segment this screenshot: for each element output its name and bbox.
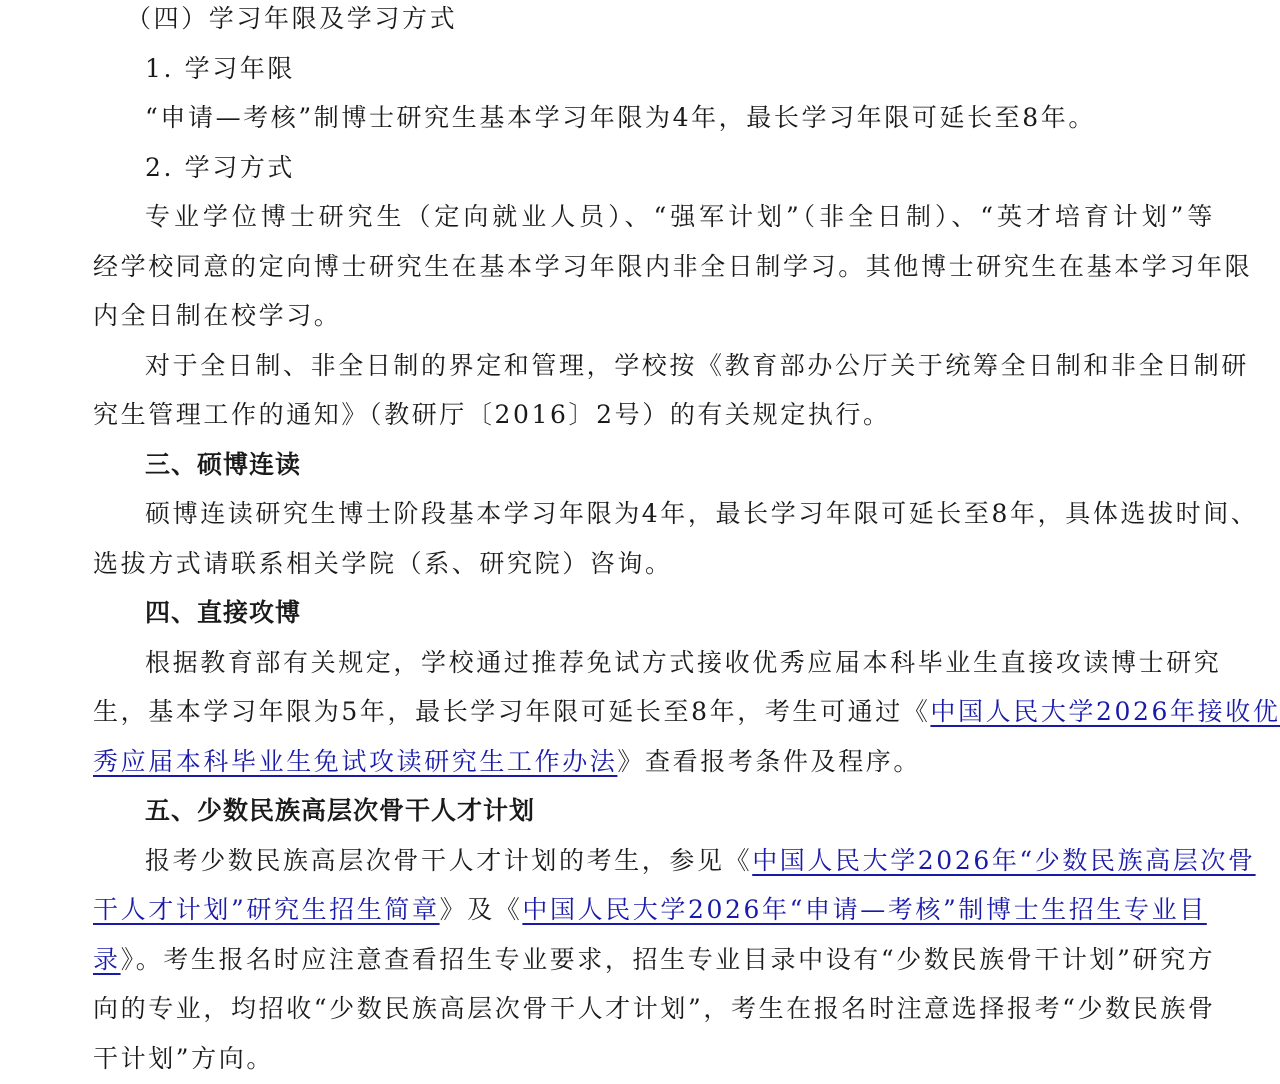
section-3-title: 三、硕博连读: [145, 450, 302, 479]
section-4-line-3: [93, 737, 1215, 787]
item-2-paragraph-1-line-3: 内全日制在校学习。: [93, 301, 342, 330]
item-2-paragraph-2-line-2: 究生管理工作的通知》（教研厅〔2016〕2号）的有关规定执行。: [93, 400, 891, 429]
section-4-line-2-text: 生，基本学习年限为5年，最长学习年限可延长至8年，考生可通过《: [93, 697, 931, 726]
section-5-line-5: 干计划”方向。: [93, 1044, 274, 1073]
link-exempt-admission-measures[interactable]: 中国人民大学2026年接收优: [930, 697, 1280, 726]
item-1-text: “申请—考核”制博士研究生基本学习年限为4年，最长学习年限可延长至8年。: [145, 103, 1096, 132]
section-3-line-1: 硕博连读研究生博士阶段基本学习年限为4年，最长学习年限可延长至8年，具体选拔时间、: [145, 499, 1259, 528]
item-2-paragraph-1-line-1: 专业学位博士研究生（定向就业人员）、“强军计划”（非全日制）、“英才培育计划”等: [145, 202, 1215, 231]
section-5-line-4: 向的专业，均招收“少数民族高层次骨干人才计划”，考生在报名时注意选择报考“少数民族骨: [93, 994, 1216, 1023]
section-5-title: 五、少数民族高层次骨干人才计划: [145, 796, 536, 825]
section-5-line-2: [93, 885, 1215, 935]
section-4-title: 四、直接攻博: [145, 598, 302, 627]
section-5-line-3: [93, 935, 1215, 985]
section-5-line-1-text: 报考少数民族高层次骨干人才计划的考生，参见《: [145, 846, 753, 875]
sub-heading-study-duration-and-mode: （四）学习年限及学习方式: [126, 4, 458, 33]
section-4-line-3-text: 》查看报考条件及程序。: [617, 747, 922, 776]
section-5-line-1: [145, 836, 1256, 886]
section-3-line-2: 选拔方式请联系相关学院（系、研究院）咨询。: [93, 549, 673, 578]
link-doctoral-program-catalog[interactable]: 中国人民大学2026年“申请—考核”制博士生招生专业目: [522, 895, 1207, 924]
item-2-paragraph-2-line-1: 对于全日制、非全日制的界定和管理，学校按《教育部办公厅关于统筹全日制和非全日制研: [145, 351, 1250, 380]
item-2-title: 2. 学习方式: [145, 153, 295, 182]
section-4-line-1: 根据教育部有关规定，学校通过推荐免试方式接收优秀应届本科毕业生直接攻读博士研究: [145, 648, 1222, 677]
section-5-line-2-text: 》及《: [439, 895, 523, 924]
section-5-line-3-text: 》。考生报名时应注意查看招生专业要求，招生专业目录中设有“少数民族骨干计划”研究方: [120, 945, 1216, 974]
item-2-paragraph-1-line-2: 经学校同意的定向博士研究生在基本学习年限内非全日制学习。其他博士研究生在基本学习年限: [93, 252, 1253, 281]
link-minority-program-brochure[interactable]: 中国人民大学2026年“少数民族高层次骨: [752, 846, 1256, 875]
section-4-line-2: [93, 687, 1280, 737]
link-minority-program-brochure-cont[interactable]: 干人才计划”研究生招生简章: [93, 895, 440, 924]
item-1-title: 1. 学习年限: [145, 54, 295, 83]
link-exempt-admission-measures-cont[interactable]: 秀应届本科毕业生免试攻读研究生工作办法: [93, 747, 618, 776]
link-doctoral-program-catalog-cont[interactable]: 录: [93, 945, 121, 974]
